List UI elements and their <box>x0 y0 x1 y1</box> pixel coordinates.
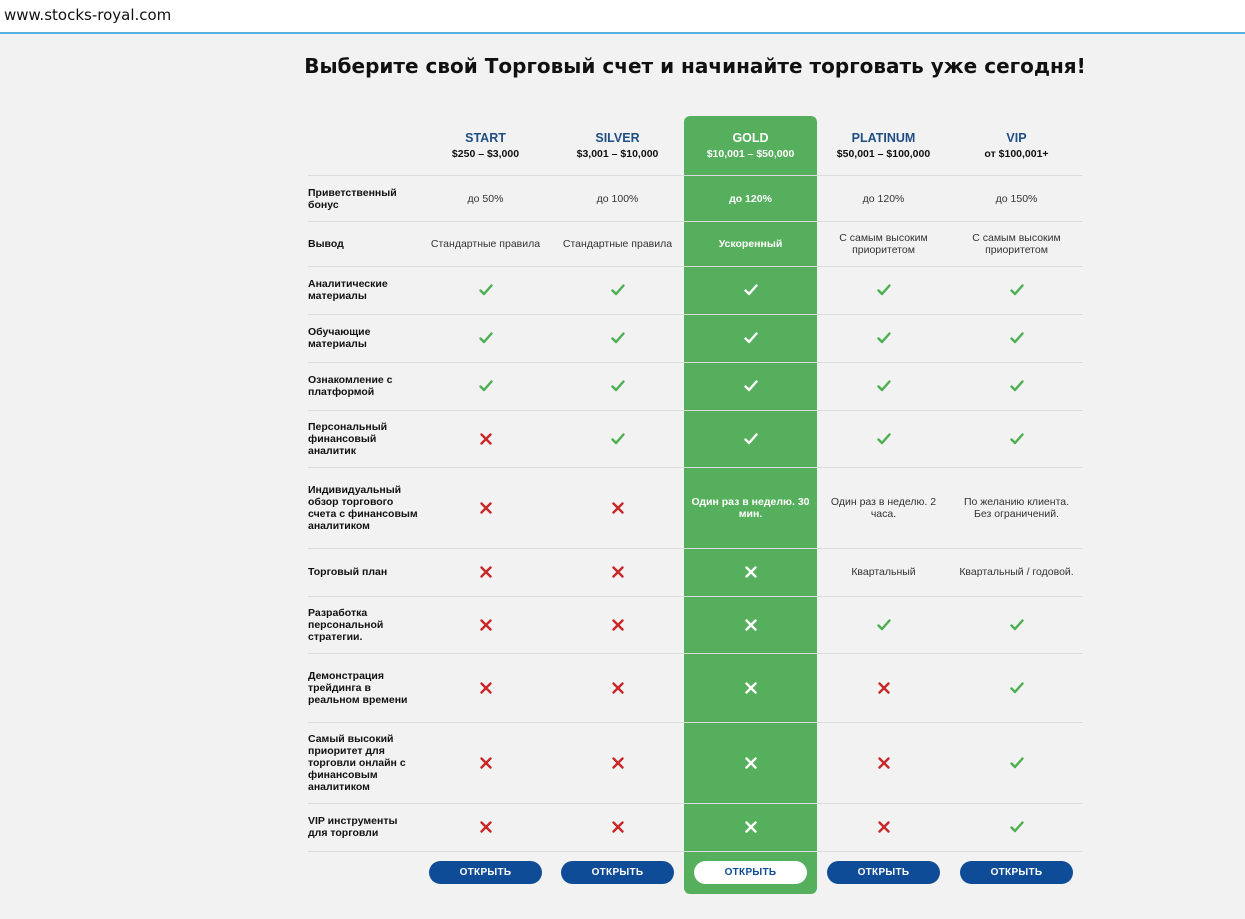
plan-name: START <box>465 131 506 145</box>
feature-value: Стандартные правила <box>430 237 541 250</box>
check-icon <box>551 283 684 301</box>
feature-value: С самым высоким приоритетом <box>839 231 928 256</box>
check-icon <box>419 379 552 397</box>
row-divider <box>308 596 1083 597</box>
check-icon <box>684 283 817 301</box>
feature-value: Один раз в неделю. 2 часа. <box>830 495 937 520</box>
row-divider <box>308 722 1083 723</box>
check-icon <box>950 331 1083 349</box>
row-divider <box>308 548 1083 549</box>
cross-icon <box>684 820 817 838</box>
feature-value: до 120% <box>862 192 905 205</box>
row-divider <box>308 266 1083 267</box>
check-icon <box>551 432 684 450</box>
cross-icon <box>551 681 684 699</box>
cross-icon <box>419 618 552 636</box>
plan-header-silver <box>551 130 684 162</box>
plan-deposit-range: $250 – $3,000 <box>451 148 520 160</box>
plan-deposit-range: $10,001 – $50,000 <box>706 148 795 160</box>
plan-header-platinum <box>817 130 950 162</box>
cross-icon <box>684 756 817 774</box>
cross-icon <box>684 681 817 699</box>
plan-deposit-range: от $100,001+ <box>984 148 1049 160</box>
feature-label: Индивидуальный обзор торгового счета с финансовым аналитиком <box>308 483 418 532</box>
row-divider <box>308 362 1083 363</box>
cross-icon <box>551 618 684 636</box>
check-icon <box>950 379 1083 397</box>
cross-icon <box>817 756 950 774</box>
plan-header-vip <box>950 130 1083 162</box>
address-bar[interactable] <box>0 0 1245 34</box>
cross-icon <box>817 820 950 838</box>
feature-label: Вывод <box>308 237 344 250</box>
plan-deposit-range: $50,001 – $100,000 <box>836 148 931 160</box>
cross-icon <box>817 681 950 699</box>
cross-icon <box>684 565 817 583</box>
check-icon <box>950 618 1083 636</box>
feature-label: Персональный финансовый аналитик <box>308 420 388 457</box>
check-icon <box>551 331 684 349</box>
check-icon <box>950 432 1083 450</box>
feature-label: Самый высокий приоритет для торговли онлайн с финансовым аналитиком <box>308 732 406 793</box>
cross-icon <box>419 681 552 699</box>
check-icon <box>950 681 1083 699</box>
feature-label: Приветственный бонус <box>308 186 397 211</box>
row-divider <box>308 314 1083 315</box>
feature-label: Торговый план <box>308 566 388 578</box>
plan-name: SILVER <box>595 131 640 145</box>
plan-name: PLATINUM <box>851 131 916 145</box>
check-icon <box>684 379 817 397</box>
check-icon <box>684 432 817 450</box>
check-icon <box>817 618 950 636</box>
check-icon <box>817 331 950 349</box>
row-divider <box>308 467 1083 468</box>
plan-header-start <box>419 130 552 162</box>
cross-icon <box>419 565 552 583</box>
feature-label: Обучающие материалы <box>308 326 371 350</box>
row-divider <box>308 803 1083 804</box>
check-icon <box>684 331 817 349</box>
check-icon <box>950 820 1083 838</box>
feature-label: Ознакомление с платформой <box>308 374 393 398</box>
row-divider <box>308 221 1083 222</box>
open-account-button-silver[interactable]: ОТКРЫТЬ <box>561 861 674 884</box>
url-text[interactable]: www.stocks-royal.com <box>4 6 172 24</box>
row-divider <box>308 410 1083 411</box>
feature-label: Разработка персональной стратегии. <box>308 606 384 643</box>
row-divider <box>308 653 1083 654</box>
check-icon <box>817 432 950 450</box>
cross-icon <box>551 820 684 838</box>
open-account-button-gold[interactable]: ОТКРЫТЬ <box>694 861 807 884</box>
cross-icon <box>684 618 817 636</box>
cross-icon <box>551 501 684 519</box>
open-account-button-vip[interactable]: ОТКРЫТЬ <box>960 861 1073 884</box>
cross-icon <box>419 501 552 519</box>
feature-label: Аналитические материалы <box>308 278 388 302</box>
feature-label: VIP инструменты для торговли <box>308 815 398 839</box>
cross-icon <box>551 756 684 774</box>
check-icon <box>551 379 684 397</box>
row-divider <box>308 851 1083 852</box>
check-icon <box>817 379 950 397</box>
page-title: Выберите свой Торговый счет и начинайте торговать уже сегодня! <box>304 54 1086 78</box>
check-icon <box>419 283 552 301</box>
feature-value: до 120% <box>729 192 772 205</box>
check-icon <box>817 283 950 301</box>
check-icon <box>950 283 1083 301</box>
feature-value: По желанию клиента. Без ограничений. <box>963 495 1070 520</box>
cross-icon <box>551 565 684 583</box>
plan-name: VIP <box>1006 131 1027 145</box>
feature-label: Демонстрация трейдинга в реальном времени <box>308 669 408 706</box>
plan-deposit-range: $3,001 – $10,000 <box>576 148 659 160</box>
feature-value: до 100% <box>596 192 639 205</box>
cross-icon <box>419 820 552 838</box>
feature-value: до 150% <box>995 192 1038 205</box>
plan-header-gold <box>684 130 817 162</box>
cross-icon <box>419 756 552 774</box>
check-icon <box>419 331 552 349</box>
feature-value: Ускоренный <box>718 237 783 250</box>
cross-icon <box>419 432 552 450</box>
feature-value: Квартальный / годовой. <box>959 566 1074 578</box>
feature-value: до 50% <box>467 192 504 205</box>
feature-value: Стандартные правила <box>562 237 673 250</box>
open-account-button-platinum[interactable]: ОТКРЫТЬ <box>827 861 940 884</box>
plan-name: GOLD <box>732 131 769 145</box>
check-icon <box>950 756 1083 774</box>
feature-value: Квартальный <box>851 566 916 578</box>
feature-value: Один раз в неделю. 30 мин. <box>691 495 810 520</box>
row-divider <box>308 175 1083 176</box>
open-account-button-start[interactable]: ОТКРЫТЬ <box>429 861 542 884</box>
feature-value: С самым высоким приоритетом <box>972 231 1061 256</box>
